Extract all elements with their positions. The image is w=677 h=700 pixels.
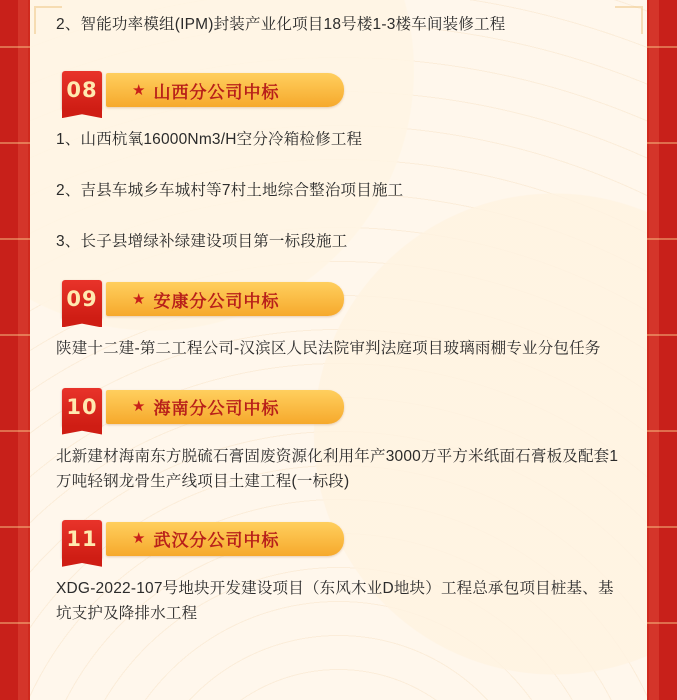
section-title: 安康分公司中标 bbox=[153, 291, 280, 311]
star-icon: ★ bbox=[132, 290, 146, 308]
list-item: 陕建十二建-第二工程公司-汉滨区人民法院审判法庭项目玻璃雨棚专业分包任务 bbox=[56, 340, 601, 358]
section-header bbox=[48, 520, 629, 558]
star-icon: ★ bbox=[132, 398, 146, 416]
section-banner bbox=[106, 73, 344, 107]
list-item: 北新建材海南东方脱硫石膏固废资源化利用年产3000万平方米纸面石膏板及配套1万吨轻钢龙骨生产线项目土建工程(一标段) bbox=[56, 447, 619, 490]
section-title: 武汉分公司中标 bbox=[153, 531, 280, 551]
section-number-badge: 09 bbox=[62, 280, 102, 318]
section-banner bbox=[106, 522, 344, 556]
section-number-badge: 11 bbox=[62, 520, 102, 558]
star-icon: ★ bbox=[132, 81, 146, 99]
star-icon: ★ bbox=[132, 530, 146, 548]
section-header bbox=[48, 388, 629, 426]
list-item: 1、山西杭氧16000Nm3/H空分冷箱检修工程 bbox=[56, 131, 363, 149]
section-header bbox=[48, 280, 629, 318]
list-item: XDG-2022-107号地块开发建设项目（东风木业D地块）工程总承包项目桩基、基坑支护及降排水工程 bbox=[56, 579, 614, 622]
section-banner bbox=[106, 282, 344, 316]
section-11 bbox=[48, 520, 629, 626]
section-title: 海南分公司中标 bbox=[153, 399, 280, 419]
content-inner bbox=[30, 0, 647, 700]
right-ornament-strip bbox=[647, 0, 677, 700]
section-number-badge: 08 bbox=[62, 71, 102, 109]
list-item: 3、长子县增绿补绿建设项目第一标段施工 bbox=[56, 233, 348, 251]
content-card bbox=[30, 0, 647, 700]
section-number-badge: 10 bbox=[62, 388, 102, 426]
list-item: 2、吉县车城乡车城村等7村土地综合整治项目施工 bbox=[56, 182, 404, 200]
left-ornament-strip bbox=[0, 0, 30, 700]
section-10 bbox=[48, 388, 629, 494]
section-09 bbox=[48, 280, 629, 361]
section-08 bbox=[48, 71, 629, 254]
section-title: 山西分公司中标 bbox=[153, 82, 280, 102]
section-header bbox=[48, 71, 629, 109]
section-banner bbox=[106, 390, 344, 424]
top-continued-item: 2、智能功率模组(IPM)封装产业化项目18号楼1-3楼车间装修工程 bbox=[56, 16, 506, 33]
